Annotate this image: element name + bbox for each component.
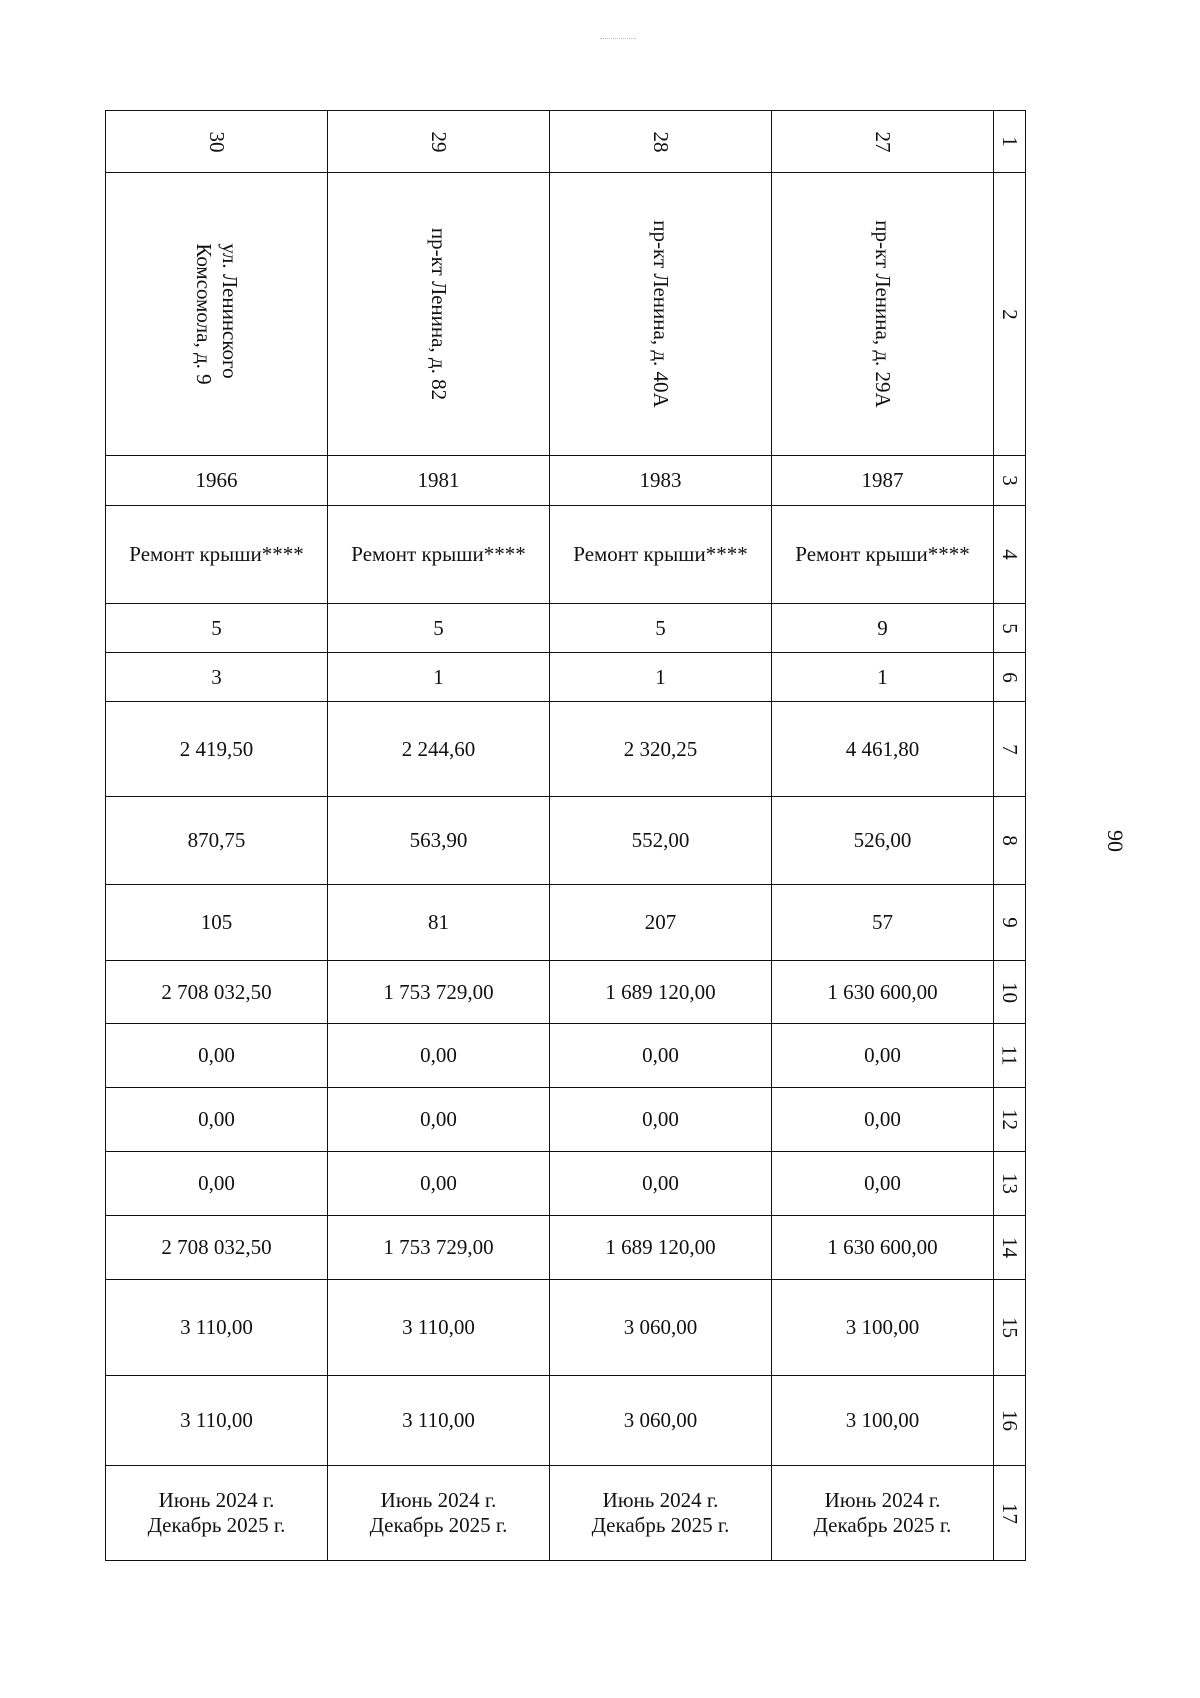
cell-value: 3 110,00 — [328, 1376, 550, 1466]
cell-value: 3 100,00 — [772, 1376, 994, 1466]
table-row — [106, 604, 1026, 653]
cell-address: пр-кт Ленина, д. 40А — [550, 173, 772, 456]
cell-address: пр-кт Ленина, д. 82 — [328, 173, 550, 456]
table-row — [106, 1466, 1026, 1561]
table-row — [106, 961, 1026, 1024]
cell-value: 3 060,00 — [550, 1376, 772, 1466]
row-index: 8 — [994, 797, 1026, 885]
cell-value: 0,00 — [550, 1152, 772, 1216]
cell-floors: 5 — [328, 604, 550, 653]
cell-year: 1983 — [550, 456, 772, 506]
table-row — [106, 1280, 1026, 1376]
cell-value: 0,00 — [106, 1088, 328, 1152]
row-index: 17 — [994, 1466, 1026, 1561]
row-index: 3 — [994, 456, 1026, 506]
table-row — [106, 702, 1026, 797]
cell-value: 870,75 — [106, 797, 328, 885]
table-row — [106, 456, 1026, 506]
page-number: 90 — [1103, 830, 1128, 852]
address-text: ул. Ленинского Комсомола, д. 9 — [191, 243, 242, 385]
cell-entrances: 3 — [106, 653, 328, 702]
cell-period: Июнь 2024 г. Декабрь 2025 г. — [328, 1466, 550, 1561]
cell-value: 3 110,00 — [106, 1376, 328, 1466]
cell-value: 0,00 — [106, 1024, 328, 1088]
cell-value: 207 — [550, 885, 772, 961]
table-row — [106, 1216, 1026, 1280]
cell-work-type: Ремонт крыши**** — [550, 506, 772, 604]
cell-value: 2 708 032,50 — [106, 1216, 328, 1280]
cell-period: Июнь 2024 г. Декабрь 2025 г. — [550, 1466, 772, 1561]
cell-value: 0,00 — [328, 1088, 550, 1152]
row-index: 15 — [994, 1280, 1026, 1376]
cell-floors: 5 — [106, 604, 328, 653]
cell-value: 1 753 729,00 — [328, 961, 550, 1024]
cell-value: 0,00 — [550, 1088, 772, 1152]
cell-value: 552,00 — [550, 797, 772, 885]
cell-value: 57 — [772, 885, 994, 961]
cell-work-type: Ремонт крыши**** — [328, 506, 550, 604]
table-row — [106, 797, 1026, 885]
cell-value: 2 708 032,50 — [106, 961, 328, 1024]
cell-value: 0,00 — [328, 1024, 550, 1088]
cell-value: 526,00 — [772, 797, 994, 885]
row-index: 13 — [994, 1152, 1026, 1216]
row-index: 6 — [994, 653, 1026, 702]
cell-period: Июнь 2024 г. Декабрь 2025 г. — [106, 1466, 328, 1561]
cell-work-type: Ремонт крыши**** — [106, 506, 328, 604]
cell-value: 81 — [328, 885, 550, 961]
cell-value: 1 630 600,00 — [772, 1216, 994, 1280]
table-row — [106, 1088, 1026, 1152]
row-index: 9 — [994, 885, 1026, 961]
table-row — [106, 1376, 1026, 1466]
cell-num: 27 — [772, 111, 994, 173]
cell-year: 1987 — [772, 456, 994, 506]
cell-num: 30 — [106, 111, 328, 173]
cell-value: 1 630 600,00 — [772, 961, 994, 1024]
table-row — [106, 173, 1026, 456]
cell-value: 2 244,60 — [328, 702, 550, 797]
cell-value: 3 110,00 — [328, 1280, 550, 1376]
cell-value: 1 689 120,00 — [550, 1216, 772, 1280]
row-index: 11 — [994, 1024, 1026, 1088]
cell-value: 0,00 — [772, 1088, 994, 1152]
cell-address: пр-кт Ленина, д. 29А — [772, 173, 994, 456]
cell-floors: 5 — [550, 604, 772, 653]
cell-num: 28 — [550, 111, 772, 173]
cell-period: Июнь 2024 г. Декабрь 2025 г. — [772, 1466, 994, 1561]
table-row — [106, 506, 1026, 604]
cell-value: 105 — [106, 885, 328, 961]
cell-value: 3 100,00 — [772, 1280, 994, 1376]
roof-repair-table — [105, 110, 1026, 1561]
cell-entrances: 1 — [328, 653, 550, 702]
cell-value: 1 753 729,00 — [328, 1216, 550, 1280]
row-index: 2 — [994, 173, 1026, 456]
cell-entrances: 1 — [550, 653, 772, 702]
row-index: 1 — [994, 111, 1026, 173]
scan-speck — [600, 38, 636, 41]
cell-value: 563,90 — [328, 797, 550, 885]
cell-num: 29 — [328, 111, 550, 173]
cell-floors: 9 — [772, 604, 994, 653]
cell-value: 2 320,25 — [550, 702, 772, 797]
cell-entrances: 1 — [772, 653, 994, 702]
cell-value: 3 060,00 — [550, 1280, 772, 1376]
cell-value: 4 461,80 — [772, 702, 994, 797]
table-row — [106, 1024, 1026, 1088]
cell-value: 0,00 — [328, 1152, 550, 1216]
cell-year: 1981 — [328, 456, 550, 506]
row-index: 4 — [994, 506, 1026, 604]
row-index: 16 — [994, 1376, 1026, 1466]
cell-work-type: Ремонт крыши**** — [772, 506, 994, 604]
cell-value: 3 110,00 — [106, 1280, 328, 1376]
cell-value: 1 689 120,00 — [550, 961, 772, 1024]
cell-value: 0,00 — [772, 1024, 994, 1088]
table-row — [106, 653, 1026, 702]
row-index: 10 — [994, 961, 1026, 1024]
row-index: 5 — [994, 604, 1026, 653]
cell-value: 0,00 — [772, 1152, 994, 1216]
cell-address — [106, 173, 328, 456]
row-index: 12 — [994, 1088, 1026, 1152]
cell-value: 0,00 — [550, 1024, 772, 1088]
table-row — [106, 111, 1026, 173]
table-row — [106, 885, 1026, 961]
row-index: 14 — [994, 1216, 1026, 1280]
row-index: 7 — [994, 702, 1026, 797]
cell-value: 2 419,50 — [106, 702, 328, 797]
cell-value: 0,00 — [106, 1152, 328, 1216]
cell-year: 1966 — [106, 456, 328, 506]
table-row — [106, 1152, 1026, 1216]
